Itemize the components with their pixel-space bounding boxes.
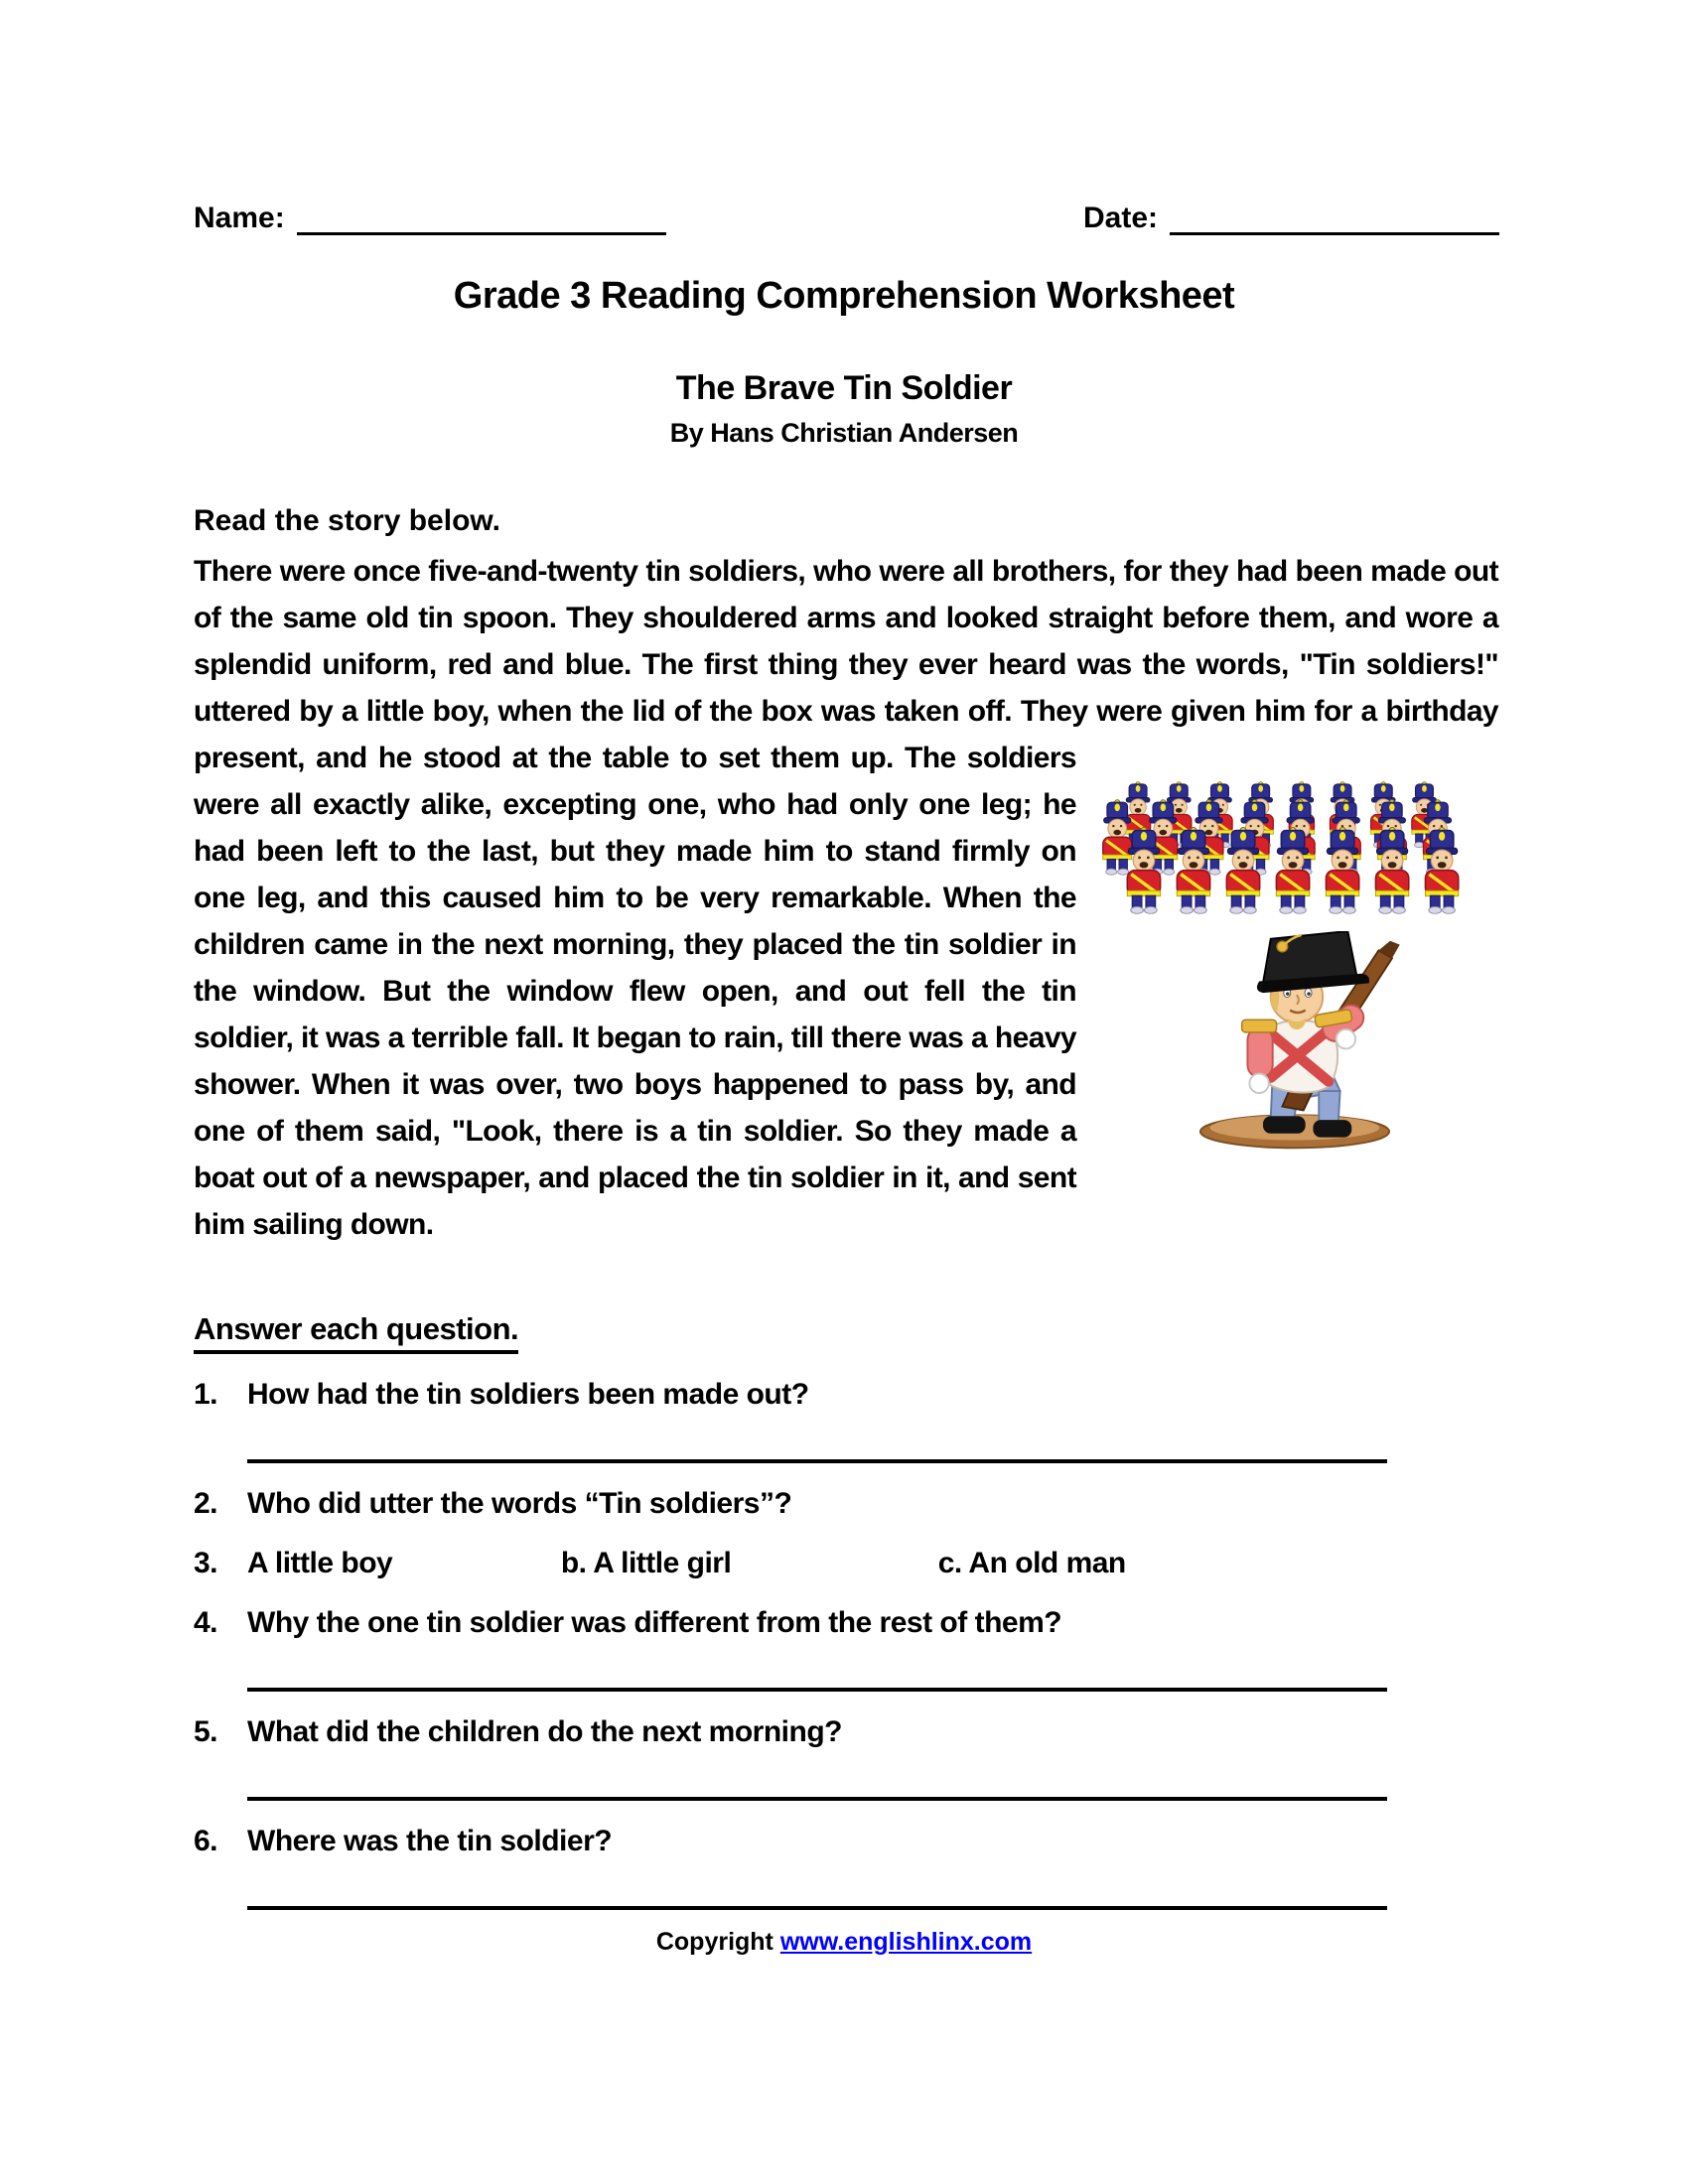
story-section (194, 548, 1499, 1248)
question-3-option-c[interactable]: c. An old man (937, 1547, 1126, 1579)
question-1-number: 1. (194, 1378, 218, 1411)
date-input-line[interactable] (1170, 199, 1499, 235)
tin-soldier-figure (1090, 778, 1499, 1158)
question-2 (194, 1485, 1499, 1523)
answer-line-4[interactable] (247, 1688, 1387, 1692)
story-wrap-spacer (1498, 548, 1499, 778)
name-label: Name: (194, 202, 285, 234)
question-3-number: 3. (194, 1547, 218, 1579)
question-6-text: Where was the tin soldier? (247, 1825, 613, 1857)
answer-line-5[interactable] (247, 1797, 1387, 1801)
story-text: There were once five-and-twenty tin soldiers, who were all brothers, for they had been made out of the same old tin spoon. They shouldered arms and looked straight before them, and wore a splendid uniform, red and blue. The first thing they ever heard was the words, "Tin soldiers!" uttered by a little boy, when the lid of the box was taken off. They were given him for a birthday present, and he stood at the table to set them up. The soldiers were all exactly alike, excepting one, who had only one leg; he had been left to the last, but they made him to stand firmly on one leg, and this caused him to be very remarkable. When the children came in the next morning, they placed the tin soldier in the window. But the window flew open, and out fell the tin soldier, it was a terrible fall. It began to rain, till there was a heavy shower. When it was over, two boys happened to pass by, and one of them said, "Look, there is a tin soldier. So they made a boat out of a newspaper, and placed the tin soldier in it, and sent him sailing down. (194, 555, 1498, 1241)
date-field (1083, 199, 1499, 235)
read-instruction: Read the story below. (194, 504, 500, 537)
question-4-number: 4. (194, 1606, 218, 1639)
answer-line-6[interactable] (247, 1906, 1387, 1910)
question-2-number: 2. (194, 1487, 218, 1520)
question-4-text: Why the one tin soldier was different from the rest of them? (247, 1606, 1062, 1639)
question-5 (194, 1713, 1499, 1751)
name-date-row (194, 0, 1499, 235)
story-byline: By Hans Christian Andersen (669, 418, 1019, 448)
question-1 (194, 1376, 1499, 1414)
question-3-options (247, 1545, 1126, 1582)
question-3-option-b[interactable]: b. A little girl (560, 1547, 732, 1579)
tin-soldier-illustration (1171, 931, 1419, 1158)
questions-section (194, 1311, 1499, 1910)
footer (0, 1928, 1688, 1957)
question-3 (194, 1545, 1499, 1582)
tin-soldiers-group-illustration (1090, 778, 1499, 927)
question-2-text: Who did utter the words “Tin soldiers”? (247, 1487, 792, 1520)
englishlinx-link[interactable]: www.englishlinx.com (779, 1928, 1033, 1956)
date-label: Date: (1082, 202, 1158, 234)
page-title: Grade 3 Reading Comprehension Worksheet (453, 275, 1235, 317)
question-1-text: How had the tin soldiers been made out? (247, 1378, 809, 1411)
question-6-number: 6. (194, 1825, 218, 1857)
name-input-line[interactable] (297, 199, 666, 235)
question-5-number: 5. (194, 1715, 218, 1748)
question-5-text: What did the children do the next morning? (247, 1715, 842, 1748)
questions-heading: Answer each question. (194, 1311, 518, 1354)
name-field (194, 199, 666, 235)
story-title: The Brave Tin Soldier (675, 369, 1013, 407)
answer-line-1[interactable] (247, 1459, 1387, 1463)
copyright-label: Copyright (655, 1928, 774, 1956)
question-4 (194, 1604, 1499, 1642)
question-3-option-a[interactable]: A little boy (247, 1547, 393, 1579)
question-6 (194, 1823, 1499, 1860)
